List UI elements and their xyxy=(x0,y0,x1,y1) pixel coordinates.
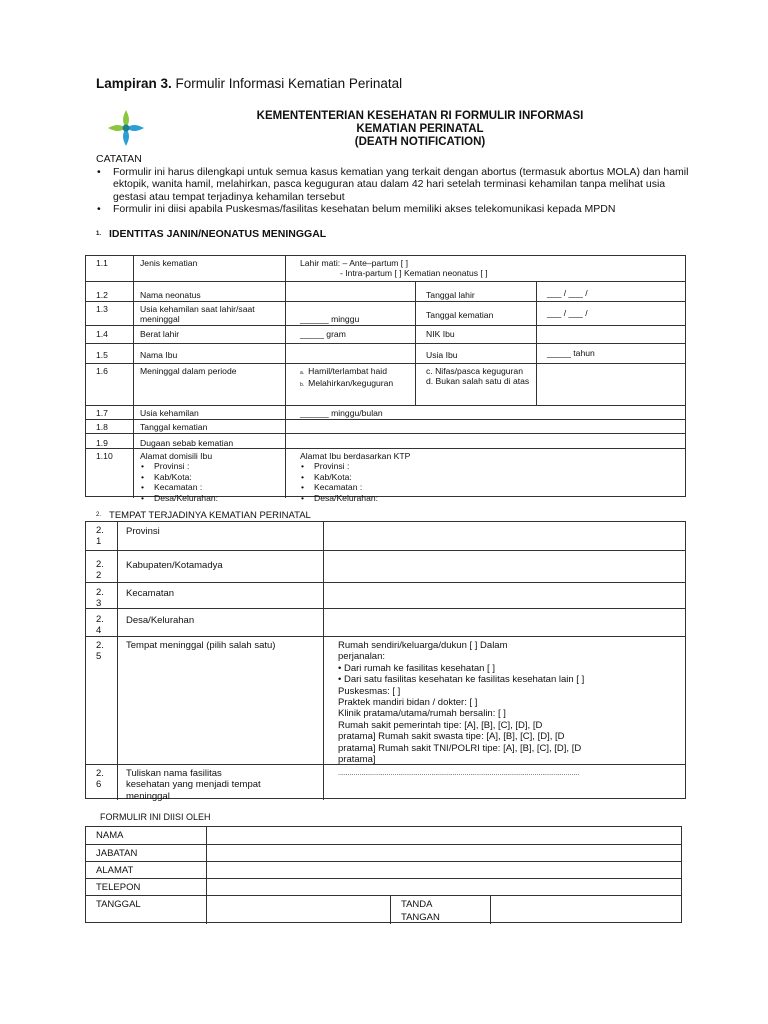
section-1-title xyxy=(96,228,326,240)
death-place-line: Rumah sakit pemerintah tipe: [A], [B], [C], [D], [D xyxy=(338,719,543,731)
section-2-title xyxy=(96,510,311,521)
row-label: Nama neonatus xyxy=(133,282,285,301)
list-item: • Desa/Kelurahan: xyxy=(140,493,281,503)
row-number: 1.1 xyxy=(96,258,108,268)
mother-age-field[interactable]: _____ tahun xyxy=(536,344,687,363)
row-number: 1.4 xyxy=(96,329,108,339)
page-heading xyxy=(96,76,402,91)
row-label-2: NIK Ibu xyxy=(415,326,536,343)
row-label: JABATAN xyxy=(96,848,138,859)
list-item: • Desa/Kelurahan: xyxy=(300,493,683,503)
row-label: ALAMAT xyxy=(96,865,134,876)
row-label: Desa/Kelurahan xyxy=(117,609,323,636)
period-option-c[interactable]: c. Nifas/pasca keguguran xyxy=(426,366,523,376)
row-number: 1.5 xyxy=(96,350,108,360)
row-number: 2. 1 xyxy=(96,525,104,548)
list-item: • Kecamatan : xyxy=(140,482,281,492)
table-row xyxy=(86,363,685,405)
list-item: • Kab/Kota: xyxy=(140,472,281,482)
filler-date-field[interactable] xyxy=(206,896,390,924)
period-option-b[interactable]: b. Melahirkan/keguguran xyxy=(300,378,394,389)
row-number: 2. 4 xyxy=(96,614,104,637)
birth-weight-field[interactable]: _____ gram xyxy=(285,326,415,343)
list-item: • Provinsi : xyxy=(300,461,683,471)
form-title xyxy=(200,110,640,149)
title-line-1: KEMENTENTERIAN KESEHATAN RI FORMULIR INFORMASI xyxy=(256,110,584,122)
row-label: Alamat domisili Ibu xyxy=(140,451,213,461)
heading-bold: Lampiran 3. xyxy=(96,76,172,91)
notes-block xyxy=(96,153,696,216)
table-row xyxy=(86,878,681,895)
table-row xyxy=(86,343,685,363)
death-place-line: • Dari rumah ke fasilitas kesehatan [ ] xyxy=(338,662,495,674)
domicile-address-field[interactable] xyxy=(133,449,285,503)
section-2-number: 2. xyxy=(96,512,102,519)
ministry-logo-icon xyxy=(106,108,146,148)
gestation-age-field[interactable]: ______ minggu/bulan xyxy=(285,406,687,419)
death-place-line: pratama] xyxy=(338,754,376,766)
row-label: Kabupaten/Kotamadya xyxy=(117,551,323,582)
table-row xyxy=(86,433,685,448)
row-number: 2. 2 xyxy=(96,559,104,582)
row-label: TANGGAL xyxy=(96,899,141,910)
title-line-3: (DEATH NOTIFICATION) xyxy=(354,136,486,148)
row-label: Berat lahir xyxy=(133,326,285,343)
ktp-address-field[interactable] xyxy=(285,449,687,503)
row-label: Tempat meninggal (pilih salah satu) xyxy=(117,637,323,764)
table-row xyxy=(86,636,685,764)
row-label: Kecamatan xyxy=(117,583,323,608)
death-place-line: Klinik pratama/utama/rumah bersalin: [ ] xyxy=(338,708,506,720)
section-1-label: IDENTITAS JANIN/NEONATUS MENINGGAL xyxy=(109,228,327,240)
province-field[interactable] xyxy=(323,522,687,550)
row-label: TELEPON xyxy=(96,882,141,893)
period-options-cd xyxy=(415,364,536,405)
signature-label: TANDA TANGAN xyxy=(390,896,490,924)
death-place-options[interactable] xyxy=(323,637,687,764)
table-row xyxy=(86,764,685,800)
table-row xyxy=(86,895,681,924)
row-label-2: Usia Ibu xyxy=(415,344,536,363)
row-label: Provinsi xyxy=(117,522,323,550)
table-row xyxy=(86,448,685,503)
row-label-2: Tanggal lahir xyxy=(415,282,536,301)
row-label: Meninggal dalam periode xyxy=(133,364,285,405)
row-label: Usia kehamilan saat lahir/saat meninggal xyxy=(133,302,285,325)
regency-field[interactable] xyxy=(323,551,687,582)
empty-cell xyxy=(536,364,687,405)
death-date-field[interactable]: ___ / ___ / xyxy=(536,302,687,325)
section-1-number: 1. xyxy=(96,231,102,238)
place-of-death-table xyxy=(85,521,686,802)
district-field[interactable] xyxy=(323,583,687,608)
table-row xyxy=(86,419,685,433)
ktp-address-title: Alamat Ibu berdasarkan KTP xyxy=(300,451,411,461)
table-row xyxy=(86,256,685,281)
death-type-line-a: Lahir mati: – Ante–partum [ ] xyxy=(300,258,408,268)
filled-by-table xyxy=(85,826,682,923)
table-row xyxy=(86,301,685,325)
table-row xyxy=(86,325,685,343)
row-number: 1.3 xyxy=(96,304,108,314)
section-2-label: TEMPAT TERJADINYA KEMATIAN PERINATAL xyxy=(109,510,311,521)
birth-date-field[interactable]: ___ / ___ / xyxy=(536,282,687,301)
table-row xyxy=(86,582,685,608)
list-item: • Kecamatan : xyxy=(300,482,683,492)
death-type-field[interactable] xyxy=(285,256,687,281)
table-row xyxy=(86,861,681,878)
note-item-1: • Formulir ini harus dilengkapi untuk semua kasus kematian yang terkait dengan abortus (termasuk abortus MOLA) dan hamil ektopik, wanita hamil, melahirkan, pasca keguguran atau dalam 42 hari setelah terminasi kehamilan tanpa melihat usia gestasi atau tempat terjadinya kehamilan tersebut xyxy=(96,166,696,204)
filler-name-field[interactable] xyxy=(206,827,683,844)
note-item-2: • Formulir ini diisi apabila Puskesmas/fasilitas kesehatan belum memiliki akses telekomunikasi kepada MPDN xyxy=(96,203,696,216)
heading-rest: Formulir Informasi Kematian Perinatal xyxy=(171,76,403,91)
row-number: 1.2 xyxy=(96,290,108,300)
death-type-line-b: - Intra-partum [ ] Kematian neonatus [ ] xyxy=(340,268,488,279)
title-line-2: KEMATIAN PERINATAL xyxy=(356,123,484,135)
filler-address-field[interactable] xyxy=(206,862,683,878)
row-number: 1.6 xyxy=(96,366,108,376)
signature-field[interactable] xyxy=(490,896,683,924)
facility-name-field[interactable]: ............................................................................................................................ xyxy=(323,765,687,800)
row-number: 2. 5 xyxy=(96,640,104,663)
death-place-line: perjanalan: xyxy=(338,651,386,663)
table-row xyxy=(86,827,681,844)
death-place-line: Rumah sendiri/keluarga/dukun [ ] Dalam xyxy=(338,640,508,651)
table-row xyxy=(86,281,685,301)
row-label: Tuliskan nama fasilitas kesehatan yang menjadi tempat meninggal xyxy=(117,765,323,800)
death-place-line: pratama] Rumah sakit TNI/POLRI tipe: [A], [B], [C], [D], [D xyxy=(338,742,582,754)
table-row xyxy=(86,405,685,419)
row-label: Jenis kematian xyxy=(133,256,285,281)
row-number: 1.9 xyxy=(96,438,108,448)
death-place-line: Puskesmas: [ ] xyxy=(338,685,401,697)
row-label: Dugaan sebab kematian xyxy=(133,434,285,448)
identity-table xyxy=(85,255,686,503)
notes-label: CATATAN xyxy=(96,153,142,165)
row-label: Tanggal kematian xyxy=(133,420,285,433)
row-number: 1.7 xyxy=(96,408,108,418)
period-option-d[interactable]: d. Bukan salah satu di atas xyxy=(426,376,530,387)
table-row xyxy=(86,844,681,861)
row-label-2: Tanggal kematian xyxy=(415,302,536,325)
date-of-death-field[interactable] xyxy=(285,420,687,433)
row-number: 1.10 xyxy=(96,451,113,461)
neonate-name-field[interactable] xyxy=(285,282,415,301)
row-number: 2. 6 xyxy=(96,768,104,791)
row-number: 1.8 xyxy=(96,422,108,432)
period-options-ab xyxy=(285,364,415,405)
section-3-title: FORMULIR INI DIISI OLEH xyxy=(100,812,211,822)
gestation-weeks-field[interactable]: ______ minggu xyxy=(285,302,415,325)
mother-nik-field[interactable] xyxy=(536,326,687,343)
row-label: Usia kehamilan xyxy=(133,406,285,419)
list-item: • Provinsi : xyxy=(140,461,281,471)
row-number: 2. 3 xyxy=(96,587,104,610)
row-label: NAMA xyxy=(96,830,124,841)
table-row xyxy=(86,550,685,582)
death-place-line: Praktek mandiri bidan / dokter: [ ] xyxy=(338,697,478,709)
filler-position-field[interactable] xyxy=(206,845,683,861)
table-row xyxy=(86,522,685,550)
period-option-a[interactable]: a. Hamil/terlambat haid xyxy=(300,366,387,376)
cause-of-death-field[interactable] xyxy=(285,434,687,448)
death-place-line: pratama] Rumah sakit swasta tipe: [A], [B], [C], [D], [D xyxy=(338,731,565,743)
row-label: Nama Ibu xyxy=(133,344,285,363)
village-field[interactable] xyxy=(323,609,687,636)
list-item: • Kab/Kota: xyxy=(300,472,683,482)
death-place-line: • Dari satu fasilitas kesehatan ke fasilitas kesehatan lain [ ] xyxy=(338,674,585,686)
filler-phone-field[interactable] xyxy=(206,879,683,895)
mother-name-field[interactable] xyxy=(285,344,415,363)
table-row xyxy=(86,608,685,636)
